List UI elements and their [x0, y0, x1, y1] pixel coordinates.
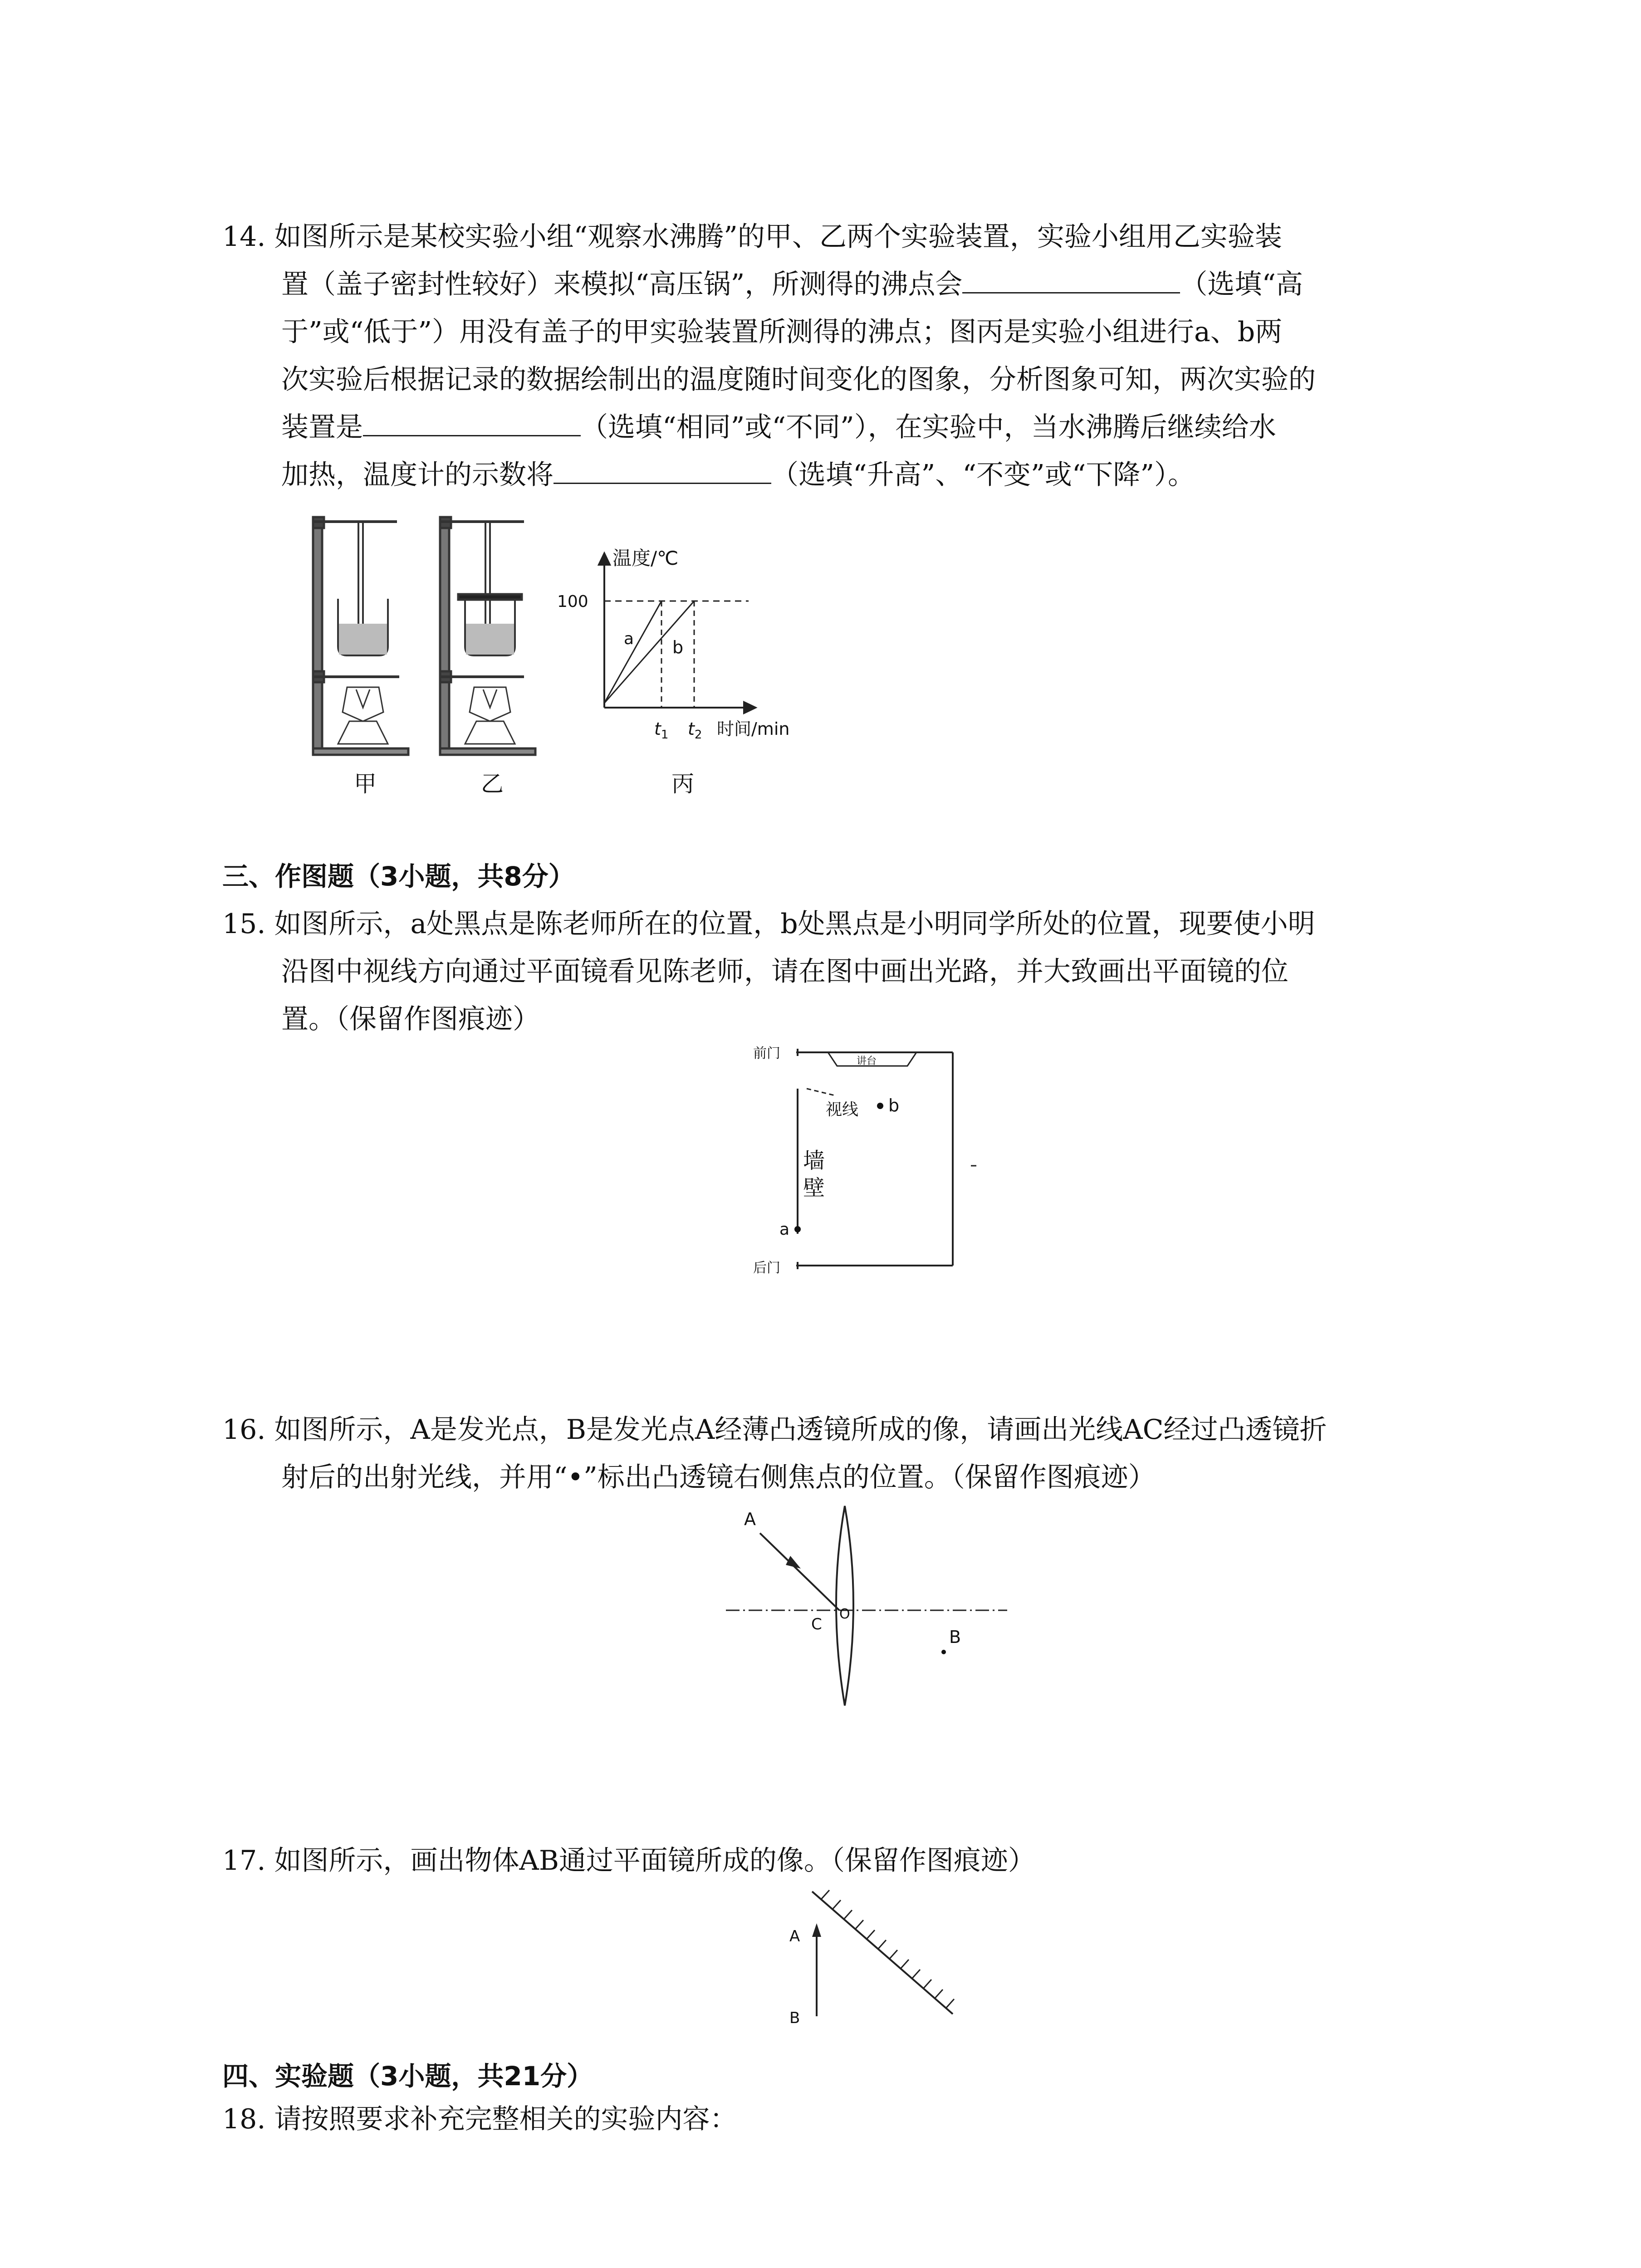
point-B: [941, 1650, 946, 1654]
label-b: b: [888, 1095, 900, 1115]
line-a: [604, 601, 661, 703]
sight-line: [807, 1089, 835, 1095]
label-A: A: [789, 1927, 800, 1945]
q18-line-1: 18. 请按照要求补充完整相关的实验内容：: [222, 2103, 737, 2135]
mirror-hatching: [821, 1890, 954, 2008]
section-4-title: 四、实验题（3小题，共21分）: [222, 2061, 593, 2092]
apparatus-yi: [440, 517, 535, 755]
label-C: C: [811, 1615, 822, 1633]
apparatus-jia: [313, 517, 408, 755]
answer-blank-3[interactable]: [554, 454, 771, 484]
q17-line-1: 17. 如图所示，画出物体AB通过平面镜所成的像。（保留作图痕迹）: [222, 1845, 1035, 1877]
q16-lens-figure: [708, 1497, 1025, 1715]
section-3-title: 三、作图题（3小题，共8分）: [222, 861, 575, 892]
graph-xlabel: 时间/min: [717, 719, 790, 739]
q14-line-6: 加热，温度计的示数将 （选填“升高”、“不变”或“下降”）。: [222, 451, 1456, 499]
graph-ylabel: 温度/℃: [612, 547, 679, 569]
answer-blank-2[interactable]: [363, 406, 581, 436]
label-bing: 丙: [671, 771, 694, 797]
graph-label-b: b: [672, 637, 684, 657]
point-b: [877, 1103, 883, 1109]
plane-mirror: [812, 1892, 953, 2014]
question-15: [222, 900, 1456, 1043]
q16-line-1: 16. 如图所示，A是发光点，B是发光点A经薄凸透镜所成的像，请画出光线AC经过凸透镜折: [222, 1414, 1327, 1446]
question-14: [222, 213, 1456, 499]
label-front-door: 前门: [753, 1046, 780, 1061]
graph-tick-t1: $t_1$: [654, 719, 669, 742]
label-podium: 讲台: [857, 1056, 877, 1067]
q14-line-5: 装置是 （选填“相同”或“不同”），在实验中，当水沸腾后继续给水: [222, 404, 1456, 451]
q15-line-2: 沿图中视线方向通过平面镜看见陈老师，请在图中画出光路，并大致画出平面镜的位: [281, 956, 1288, 987]
q17-mirror-figure: [771, 1878, 980, 2032]
label-B: B: [949, 1627, 961, 1647]
q15-classroom-figure: [744, 1039, 1039, 1284]
q14-line-4: 次实验后根据记录的数据绘制出的温度随时间变化的图象，分析图象可知，两次实验的: [281, 364, 1316, 396]
ray-ac: [760, 1533, 839, 1610]
q14-apparatus-figure: [295, 508, 862, 798]
q14-line-2: 置（盖子密封性较好）来模拟“高压锅”，所测得的沸点会 （选填“高: [222, 261, 1456, 308]
answer-blank-1[interactable]: [962, 263, 1180, 293]
label-sight: 视线: [826, 1100, 859, 1119]
q14-line-1: 14. 如图所示是某校实验小组“观察水沸腾”的甲、乙两个实验装置，实验小组用乙实验装: [222, 221, 1282, 253]
label-yi: 乙: [481, 771, 504, 797]
label-back-door: 后门: [753, 1260, 780, 1276]
label-wall-2: 壁: [803, 1175, 825, 1201]
question-16: [222, 1406, 1456, 1501]
q14-line-3: 于”或“低于”）用没有盖子的甲实验装置所测得的沸点；图丙是实验小组进行a、b两: [281, 316, 1283, 348]
graph-label-a: a: [624, 630, 634, 648]
q16-line-2: 射后的出射光线，并用“•”标出凸透镜右侧焦点的位置。（保留作图痕迹）: [281, 1461, 1156, 1493]
q15-line-1: 15. 如图所示，a处黑点是陈老师所在的位置，b处黑点是小明同学所处的位置，现要使小明: [222, 908, 1315, 940]
point-a: [794, 1226, 801, 1232]
label-wall-1: 墙: [803, 1148, 825, 1173]
convex-lens: [836, 1506, 853, 1706]
graph-tick-t2: $t_2$: [688, 719, 702, 742]
label-O: O: [839, 1606, 850, 1622]
label-A: A: [744, 1509, 756, 1529]
q15-line-3: 置。（保留作图痕迹）: [281, 1003, 540, 1035]
temperature-time-graph: [599, 553, 755, 713]
question-18: [222, 2096, 1456, 2143]
label-jia: 甲: [354, 771, 377, 797]
label-a: a: [779, 1220, 790, 1239]
label-B: B: [789, 2009, 800, 2027]
graph-y-tick-100: 100: [557, 592, 588, 611]
